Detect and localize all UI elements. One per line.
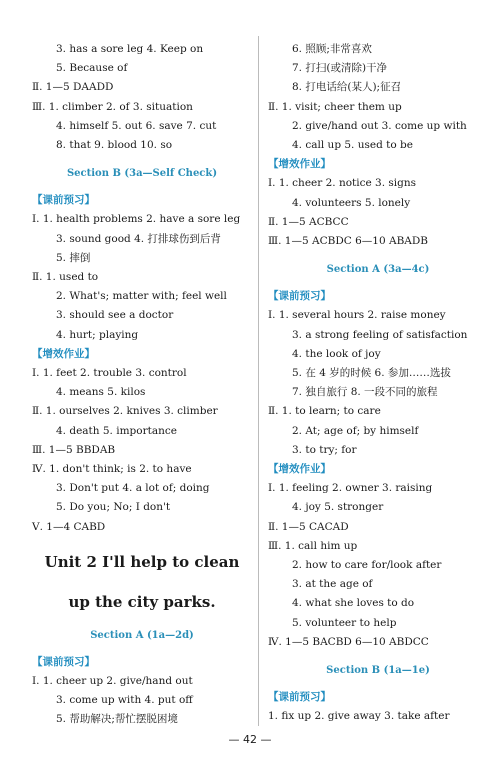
exercise-tag: 【增效作业】 xyxy=(268,158,331,171)
answer-line: Ⅱ. 1. visit; cheer them up xyxy=(268,100,402,113)
answer-line: Ⅴ. 1—4 CABD xyxy=(32,520,106,533)
answer-line: 3. Don't put 4. a lot of; doing xyxy=(56,482,210,495)
answer-line: 3. to try; for xyxy=(292,443,357,456)
answer-line: 2. What's; matter with; feel well xyxy=(56,290,227,303)
unit-title: up the city parks. xyxy=(68,592,216,611)
answer-line: 2. give/hand out 3. come up with xyxy=(292,119,467,132)
answer-line: Ⅲ. 1—5 BBDAB xyxy=(32,443,116,456)
exercise-tag: 【课前预习】 xyxy=(32,655,95,668)
answer-line: Ⅰ. 1. cheer 2. notice 3. signs xyxy=(268,177,417,190)
right-column xyxy=(268,40,488,727)
answer-line: Ⅱ. 1—5 ACBCC xyxy=(268,215,349,228)
section-heading: Section B (1a—1e) xyxy=(326,665,430,677)
answer-line: 3. should see a doctor xyxy=(56,309,174,322)
answer-line: Ⅱ. 1. to learn; to care xyxy=(268,405,381,418)
section-heading: Section A (1a—2d) xyxy=(90,629,194,641)
answer-line: 5. Because of xyxy=(56,62,128,75)
answer-line: 4. death 5. importance xyxy=(56,424,177,437)
answer-line: Ⅱ. 1. ourselves 2. knives 3. climber xyxy=(32,405,218,418)
answer-line: 7. 打扫(或清除)干净 xyxy=(292,62,388,75)
watermark-logo xyxy=(414,726,492,754)
exercise-tag: 【课前预习】 xyxy=(32,194,95,207)
answer-line: 5. 摔倒 xyxy=(56,251,91,264)
answer-line: 8. 打电话给(某人);征召 xyxy=(292,81,402,94)
answer-line: 5. Do you; No; I don't xyxy=(56,501,171,514)
answer-line: 3. sound good 4. 打排球伤到后背 xyxy=(56,232,221,245)
section-heading: Section A (3a—4c) xyxy=(326,264,430,276)
unit-title: Unit 2 I'll help to clean xyxy=(44,552,240,571)
column-divider xyxy=(258,36,259,726)
answer-line: 4. call up 5. used to be xyxy=(292,139,413,152)
answer-line: 8. that 9. blood 10. so xyxy=(56,139,173,152)
answer-line: 3. a strong feeling of satisfaction xyxy=(292,328,468,341)
answer-line: Ⅲ. 1—5 ACBDC 6—10 ABADB xyxy=(268,235,429,248)
answer-line: 3. come up with 4. put off xyxy=(56,694,193,707)
left-column xyxy=(32,40,252,730)
page-number: — 42 — xyxy=(228,733,272,746)
answer-line: Ⅳ. 1. don't think; is 2. to have xyxy=(32,463,192,476)
exercise-tag: 【增效作业】 xyxy=(268,463,331,476)
exercise-tag: 【课前预习】 xyxy=(268,290,331,303)
answer-line: 4. joy 5. stronger xyxy=(292,501,384,514)
answer-line: 4. himself 5. out 6. save 7. cut xyxy=(56,119,217,132)
answer-line: Ⅲ. 1. call him up xyxy=(268,539,358,552)
answer-line: 3. has a sore leg 4. Keep on xyxy=(56,43,204,55)
section-heading: Section B (3a—Self Check) xyxy=(66,168,218,180)
answer-line: 2. how to care for/look after xyxy=(292,559,442,572)
answer-line: Ⅳ. 1—5 BACBD 6—10 ABDCC xyxy=(268,635,429,648)
answer-line: 5. 帮助解决;帮忙摆脱困境 xyxy=(56,713,178,726)
answer-line: Ⅰ. 1. several hours 2. raise money xyxy=(268,309,446,322)
answer-line: Ⅱ. 1—5 DAADD xyxy=(32,81,114,94)
answer-line: 6. 照顾;非常喜欢 xyxy=(292,43,372,55)
answer-line: Ⅱ. 1. used to xyxy=(32,271,99,284)
answer-line: 2. At; age of; by himself xyxy=(292,424,419,437)
answer-line: 5. volunteer to help xyxy=(292,616,397,629)
answer-line: Ⅰ. 1. health problems 2. have a sore leg xyxy=(32,213,241,226)
answer-line: 5. 在 4 岁的时候 6. 参加……选拔 xyxy=(292,367,451,380)
answer-line: 4. hurt; playing xyxy=(56,328,139,341)
answer-line: 4. what she loves to do xyxy=(292,597,415,610)
answer-line: 7. 独自旅行 8. 一段不同的旅程 xyxy=(292,386,438,399)
exercise-tag: 【增效作业】 xyxy=(32,347,95,360)
answer-line: 4. means 5. kilos xyxy=(56,386,146,399)
answer-line: 4. the look of joy xyxy=(292,347,381,360)
answer-line: Ⅰ. 1. feeling 2. owner 3. raising xyxy=(268,482,433,495)
answer-line: Ⅰ. 1. cheer up 2. give/hand out xyxy=(32,675,193,688)
answer-line: Ⅰ. 1. feet 2. trouble 3. control xyxy=(32,367,187,380)
answer-line: 1. fix up 2. give away 3. take after xyxy=(268,710,450,723)
answer-line: 3. at the age of xyxy=(292,578,373,591)
exercise-tag: 【课前预习】 xyxy=(268,691,331,704)
answer-line: 4. volunteers 5. lonely xyxy=(292,196,411,209)
answer-line: Ⅲ. 1. climber 2. of 3. situation xyxy=(32,100,193,113)
answer-line: Ⅱ. 1—5 CACAD xyxy=(268,520,349,533)
